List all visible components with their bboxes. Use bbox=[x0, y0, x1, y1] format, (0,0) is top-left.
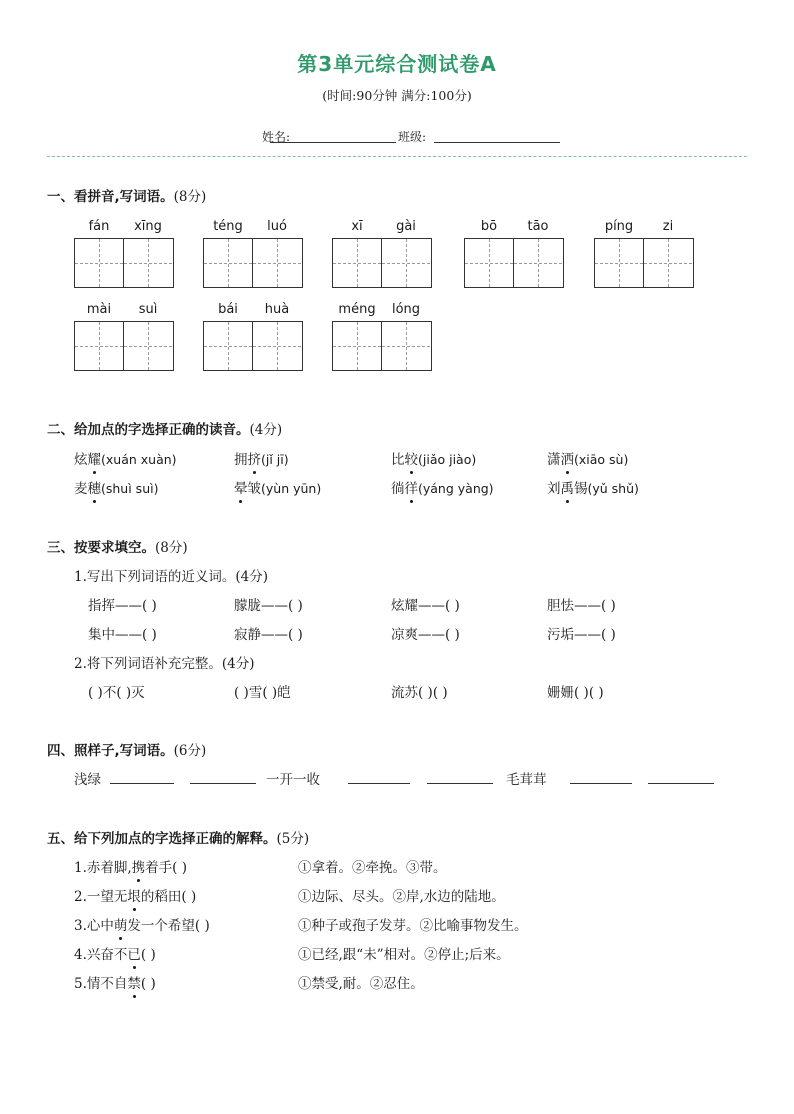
answer-blank[interactable] bbox=[110, 769, 174, 788]
reading-item: 潇洒(xiāo sù) bbox=[547, 448, 628, 468]
writing-grid[interactable] bbox=[594, 238, 694, 288]
synonym-item[interactable]: 寂静——( ) bbox=[234, 627, 303, 643]
meaning-options: ①禁受,耐。②忍住。 bbox=[298, 976, 424, 992]
complete-item[interactable]: ( )雪( )皑 bbox=[234, 685, 291, 701]
complete-item[interactable]: 流苏( )( ) bbox=[391, 685, 448, 701]
example-word: 毛茸茸 bbox=[506, 772, 547, 788]
reading-item: 刘禹锡(yǔ shǔ) bbox=[547, 477, 639, 497]
exam-info: (时间:90分钟 满分:100分) bbox=[322, 88, 472, 103]
name-field[interactable] bbox=[270, 128, 396, 147]
section-2-heading: 二、给加点的字选择正确的读音。(4分) bbox=[47, 422, 283, 438]
divider bbox=[47, 156, 747, 157]
pinyin: huà bbox=[264, 302, 290, 317]
synonym-item[interactable]: 朦胧——( ) bbox=[234, 598, 303, 614]
answer-blank[interactable] bbox=[570, 769, 632, 788]
answer-blank[interactable] bbox=[190, 769, 256, 788]
writing-grid[interactable] bbox=[203, 238, 303, 288]
pinyin: mài bbox=[86, 302, 112, 317]
meaning-options: ①边际、尽头。②岸,水边的陆地。 bbox=[298, 889, 505, 905]
question-2: 2.将下列词语补充完整。(4分) bbox=[74, 656, 255, 672]
writing-grid[interactable] bbox=[332, 238, 432, 288]
complete-item[interactable]: ( )不( )灭 bbox=[88, 685, 145, 701]
writing-grid[interactable] bbox=[464, 238, 564, 288]
answer-blank[interactable] bbox=[427, 769, 493, 788]
synonym-item[interactable]: 凉爽——( ) bbox=[391, 627, 460, 643]
section-3-heading: 三、按要求填空。(8分) bbox=[47, 540, 188, 556]
synonym-item[interactable]: 集中——( ) bbox=[88, 627, 157, 643]
pinyin: luó bbox=[267, 219, 287, 234]
writing-grid[interactable] bbox=[74, 238, 174, 288]
name-label: 姓名: bbox=[262, 130, 291, 144]
writing-grid[interactable] bbox=[332, 321, 432, 371]
pinyin: xīng bbox=[134, 219, 162, 234]
pinyin: suì bbox=[138, 302, 158, 317]
writing-grid[interactable] bbox=[74, 321, 174, 371]
synonym-item[interactable]: 胆怯——( ) bbox=[547, 598, 616, 614]
pinyin: tāo bbox=[527, 219, 549, 234]
answer-blank[interactable] bbox=[648, 769, 714, 788]
meaning-question[interactable]: 3.心中萌发一个希望( ) bbox=[74, 914, 210, 934]
section-1-heading: 一、看拼音,写词语。(8分) bbox=[47, 189, 207, 205]
writing-grid[interactable] bbox=[203, 321, 303, 371]
synonym-item[interactable]: 指挥——( ) bbox=[88, 598, 157, 614]
pinyin: méng bbox=[338, 302, 376, 317]
pinyin: lóng bbox=[391, 302, 421, 317]
meaning-question[interactable]: 4.兴奋不已( ) bbox=[74, 943, 156, 963]
meaning-question[interactable]: 1.赤着脚,携着手( ) bbox=[74, 856, 187, 876]
complete-item[interactable]: 姗姗( )( ) bbox=[547, 685, 604, 701]
pinyin: bái bbox=[218, 302, 238, 317]
example-word: 一开一收 bbox=[266, 772, 320, 788]
page-title: 第3单元综合测试卷A bbox=[297, 52, 497, 76]
reading-item: 比较(jiǎo jiào) bbox=[391, 448, 476, 468]
meaning-question[interactable]: 2.一望无垠的稻田( ) bbox=[74, 885, 196, 905]
class-label: 班级: bbox=[398, 130, 427, 144]
section-5-heading: 五、给下列加点的字选择正确的解释。(5分) bbox=[47, 831, 310, 847]
reading-item: 炫耀(xuán xuàn) bbox=[74, 448, 177, 468]
pinyin: zi bbox=[662, 219, 674, 234]
meaning-options: ①拿着。②牵挽。③带。 bbox=[298, 860, 447, 876]
meaning-options: ①已经,跟“未”相对。②停止;后来。 bbox=[298, 947, 510, 963]
pinyin: bō bbox=[480, 219, 498, 234]
class-field[interactable] bbox=[434, 128, 560, 147]
answer-blank[interactable] bbox=[348, 769, 410, 788]
pinyin: téng bbox=[213, 219, 243, 234]
synonym-item[interactable]: 炫耀——( ) bbox=[391, 598, 460, 614]
reading-item: 晕皱(yùn yūn) bbox=[234, 477, 321, 497]
example-word: 浅绿 bbox=[74, 772, 101, 788]
pinyin: gài bbox=[396, 219, 416, 234]
pinyin: fán bbox=[88, 219, 110, 234]
meaning-question[interactable]: 5.情不自禁( ) bbox=[74, 972, 156, 992]
reading-item: 徜徉(yáng yàng) bbox=[391, 477, 494, 497]
pinyin: xī bbox=[351, 219, 363, 234]
section-4-heading: 四、照样子,写词语。(6分) bbox=[47, 743, 207, 759]
pinyin: píng bbox=[604, 219, 634, 234]
meaning-options: ①种子或孢子发芽。②比喻事物发生。 bbox=[298, 918, 528, 934]
synonym-item[interactable]: 污垢——( ) bbox=[547, 627, 616, 643]
reading-item: 拥挤(jǐ jī) bbox=[234, 448, 289, 468]
question-1: 1.写出下列词语的近义词。(4分) bbox=[74, 569, 269, 585]
reading-item: 麦穗(shuì suì) bbox=[74, 477, 158, 497]
